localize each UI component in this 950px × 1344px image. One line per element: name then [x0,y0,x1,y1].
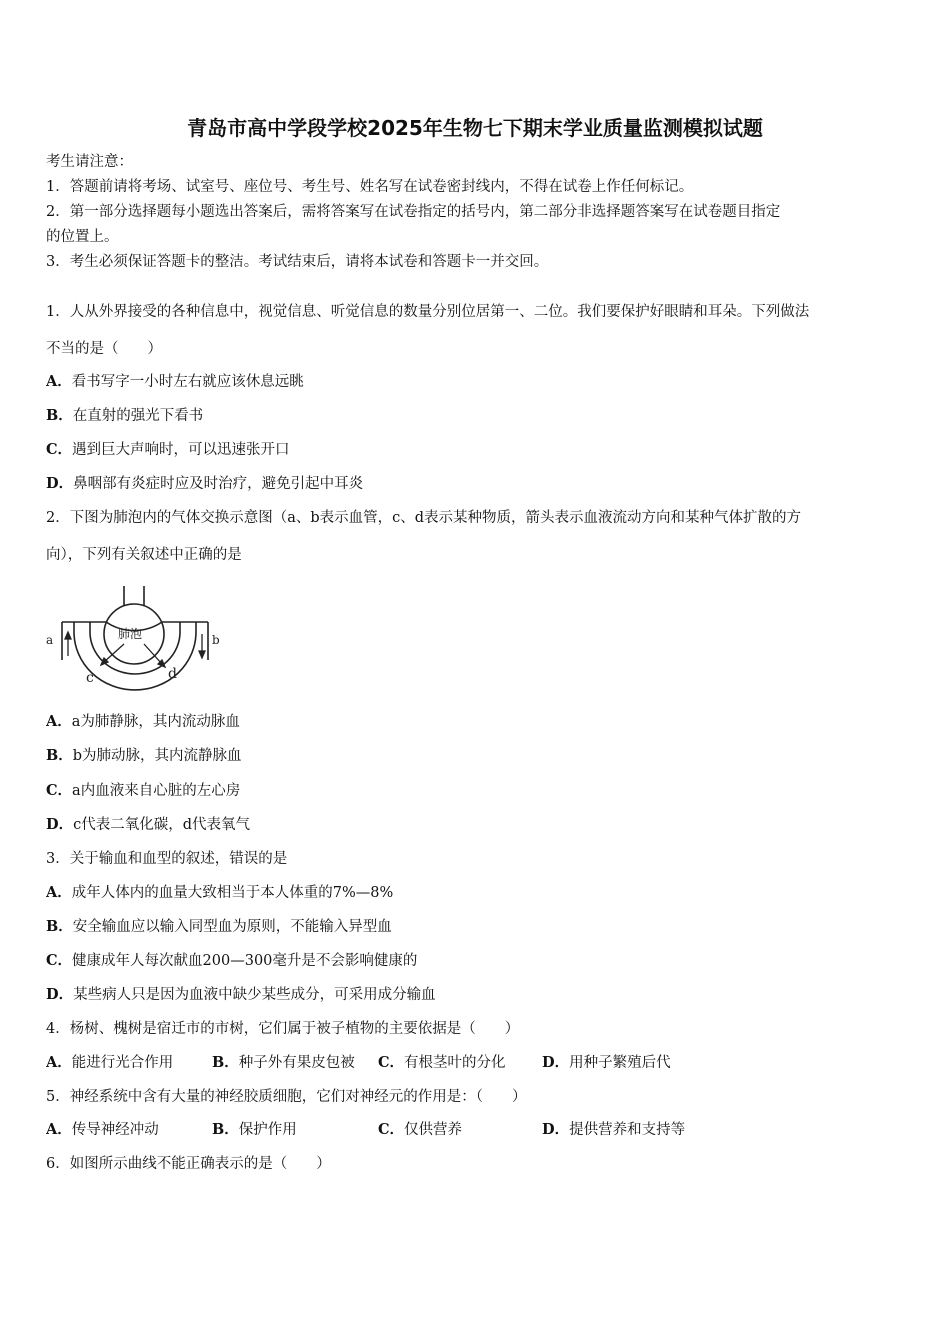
q2-stem-cont: 向），下列有关叙述中正确的是 [46,547,242,563]
option-label: B． [46,918,73,935]
option-label: D． [46,816,74,833]
option-label: A． [46,373,72,390]
q4-option-a [46,1053,212,1073]
q6-stem: 6．如图所示曲线不能正确表示的是（ ） [46,1156,331,1172]
alveolus-label: 肺泡 [118,627,143,641]
q3-option-b [46,917,908,937]
arrow-head [199,651,205,658]
option-text: a为肺静脉，其内流动脉血 [71,714,240,730]
option-text: 鼻咽部有炎症时应及时治疗，避免引起中耳炎 [73,476,364,492]
option-text: 健康成年人每次献血200—300毫升是不会影响健康的 [72,953,418,969]
option-label: B． [46,407,73,424]
option-text: 某些病人只是因为血液中缺少某些成分，可采用成分输血 [73,987,436,1003]
q3-option-c [46,951,908,971]
option-label: A． [46,884,72,901]
alveolus-gas-exchange-diagram [44,582,224,694]
q3-option-a [46,883,908,903]
option-text: b为肺动脉，其内流静脉血 [72,748,242,764]
option-text: 仅供营养 [404,1122,463,1138]
q5-stem: 5．神经系统中含有大量的神经胶质细胞，它们对神经元的作用是：（ ） [46,1089,527,1105]
q3-stem: 3．关于输血和血型的叙述，错误的是 [46,851,288,867]
vessel-label-b: b [212,633,220,647]
q4-option-d [542,1053,671,1073]
option-text: 提供营养和支持等 [569,1122,686,1138]
option-label: B． [46,747,73,764]
option-label: C． [378,1054,405,1071]
notice-item-1: 1．答题前请将考场、试室号、座位号、考生号、姓名写在试卷密封线内，不得在试卷上作任何标记。 [46,179,694,195]
option-text: 用种子繁殖后代 [569,1055,671,1071]
q4-stem: 4．杨树、槐树是宿迁市的市树，它们属于被子植物的主要依据是（ ） [46,1021,520,1037]
page-title: 青岛市高中学段学校2025年生物七下期末学业质量监测模拟试题 [187,116,763,140]
substance-label-d: d [168,666,177,682]
q2-option-b [46,746,908,766]
option-label: B． [212,1054,239,1071]
option-text: 保护作用 [238,1122,297,1138]
option-text: 在直射的强光下看书 [72,408,204,424]
q2-option-a [46,712,908,732]
option-label: C． [46,952,73,969]
q5-option-b [212,1120,378,1140]
option-label: B． [212,1121,239,1138]
option-text: 遇到巨大声响时，可以迅速张开口 [72,442,290,458]
option-text: 安全输血应以输入同型血为原则，不能输入异型血 [72,919,392,935]
q5-option-a [46,1120,212,1140]
option-text: c代表二氧化碳，d代表氧气 [73,817,250,833]
option-label: C． [378,1121,405,1138]
alveolus-tube [124,586,144,606]
q4-option-b [212,1053,378,1073]
option-text: 成年人体内的血量大致相当于本人体重的7%—8% [71,885,394,901]
q1-option-a [46,372,908,392]
option-label: C． [46,441,73,458]
q1-option-c [46,440,908,460]
q5-option-c [378,1120,542,1140]
q1-option-d [46,474,908,494]
q1-stem: 1．人从外界接受的各种信息中，视觉信息、听觉信息的数量分别位居第一、二位。我们要保护好眼睛和耳朵。下列做法 [46,304,810,320]
substance-label-c: c [86,670,94,686]
option-text: 有根茎叶的分化 [404,1055,506,1071]
q5-option-d [542,1120,685,1140]
q2-option-d [46,815,908,835]
option-text: 种子外有果皮包被 [238,1055,355,1071]
option-label: D． [46,475,74,492]
q4-options [46,1053,908,1073]
q3-option-d [46,985,908,1005]
option-label: D． [542,1054,570,1071]
option-text: a内血液来自心脏的左心房 [72,783,241,799]
q2-option-c [46,781,908,801]
notice-item-2-cont: 的位置上。 [46,229,119,245]
option-label: D． [46,986,74,1003]
option-label: A． [46,1054,72,1071]
arrow-head [65,632,71,639]
option-label: C． [46,782,73,799]
option-label: A． [46,1121,72,1138]
notice-item-2: 2．第一部分选择题每小题选出答案后，需将答案写在试卷指定的括号内，第二部分非选择题答案写在试卷题目指定 [46,204,781,220]
option-text: 能进行光合作用 [71,1055,174,1071]
vessel-label-a: a [46,633,54,647]
option-text: 传导神经冲动 [71,1122,159,1138]
notice-heading: 考生请注意： [46,154,133,170]
notice-item-3: 3．考生必须保证答题卡的整洁。考试结束后，请将本试卷和答题卡一并交回。 [46,254,549,270]
q2-stem: 2．下图为肺泡内的气体交换示意图（a、b表示血管，c、d表示某种物质，箭头表示血液流动方向和某种气体扩散的方 [46,510,802,526]
q1-option-b [46,406,908,426]
option-text: 看书写字一小时左右就应该休息远眺 [71,374,304,390]
q1-stem-cont: 不当的是（ ） [46,341,162,357]
q5-options [46,1120,908,1140]
q4-option-c [378,1053,542,1073]
option-label: A． [46,713,72,730]
option-label: D． [542,1121,570,1138]
